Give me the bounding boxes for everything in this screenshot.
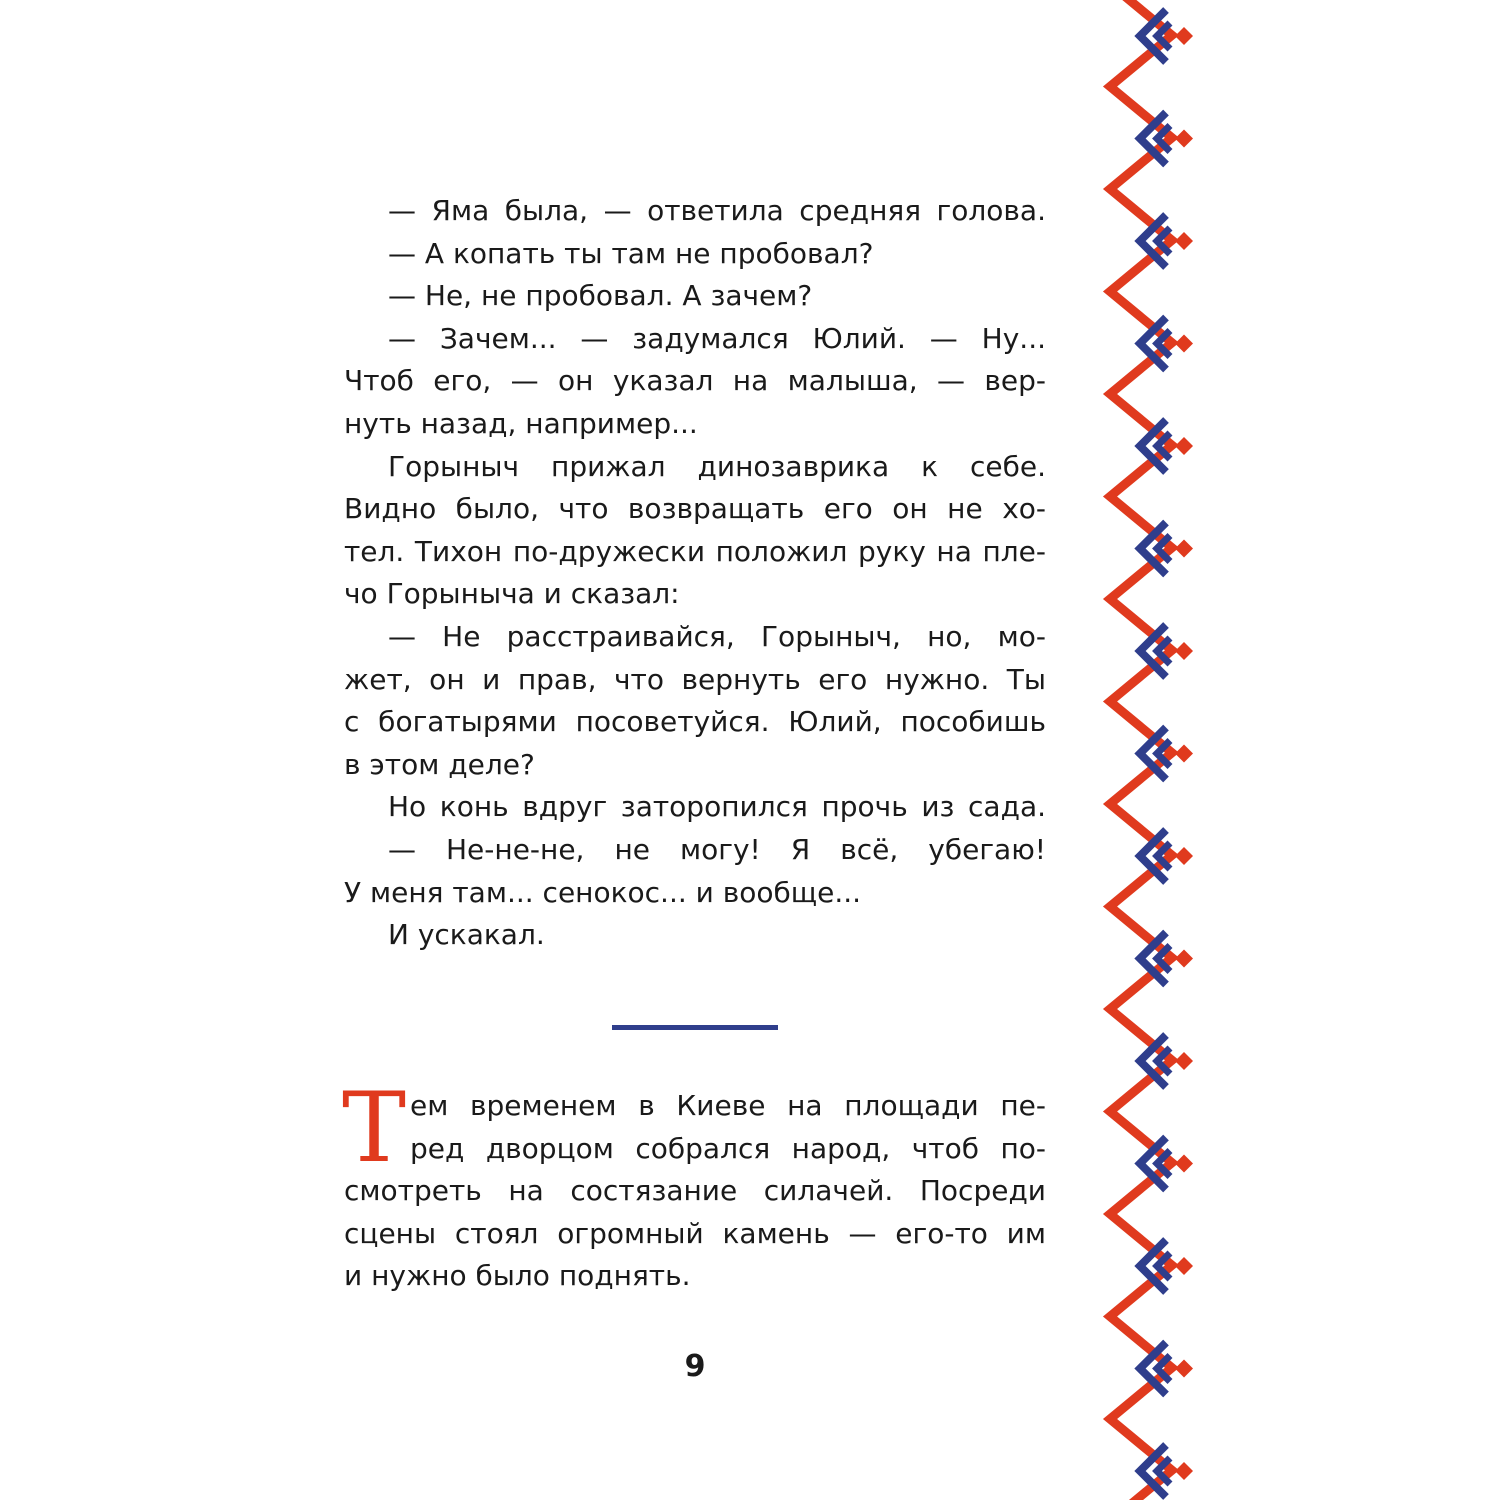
text-line: У меня там... сенокос... и вообще...: [344, 875, 862, 909]
text-line: Чтоб его, — он указал на малыша, — вер-: [344, 364, 1046, 398]
text-line: — А копать ты там не пробовал?: [388, 236, 874, 270]
text-line: сцены стоял огромный камень — его-то им: [344, 1216, 1046, 1250]
section-divider: [612, 1025, 778, 1030]
text-line: И ускакал.: [388, 918, 545, 952]
dialogue-text: [344, 190, 1046, 957]
text-line: тел. Тихон по-дружески положил руку на пле-: [344, 534, 1046, 568]
page-number: 9: [684, 1349, 706, 1384]
text-line: чо Горыныча и сказал:: [344, 577, 680, 611]
text-line: в этом деле?: [344, 747, 535, 781]
text-line: Но конь вдруг заторопился прочь из сада.: [388, 790, 1046, 824]
text-line: и нужно было поднять.: [344, 1259, 691, 1293]
folk-ornament-border: [1100, 0, 1210, 1500]
text-line: — Не расстраивайся, Горыныч, но, мо-: [388, 619, 1046, 653]
text-line: с богатырями посоветуйся. Юлий, пособишь: [344, 705, 1046, 739]
text-line: ем временем в Киеве на площади пе-: [410, 1089, 1046, 1122]
text-line: смотреть на состязание силачей. Посреди: [344, 1174, 1046, 1208]
text-line: жет, он и прав, что вернуть его нужно. Ты: [344, 662, 1046, 696]
text-line: ред дворцом собрался народ, чтоб по-: [410, 1131, 1046, 1165]
text-line: — Не, не пробовал. А зачем?: [388, 279, 813, 313]
text-line: нуть назад, например...: [344, 406, 698, 440]
drop-cap: Т: [341, 1072, 407, 1184]
text-line: — Зачем... — задумался Юлий. — Ну...: [388, 321, 1046, 355]
text-line: Видно было, что возвращать его он не хо-: [344, 492, 1046, 526]
text-line: — Не-не-не, не могу! Я всё, убегаю!: [388, 832, 1046, 866]
text-line: Горыныч прижал динозаврика к себе.: [388, 449, 1046, 483]
paragraph-with-drop-cap: [341, 1072, 1046, 1298]
text-line: — Яма была, — ответила средняя голова.: [388, 194, 1046, 227]
